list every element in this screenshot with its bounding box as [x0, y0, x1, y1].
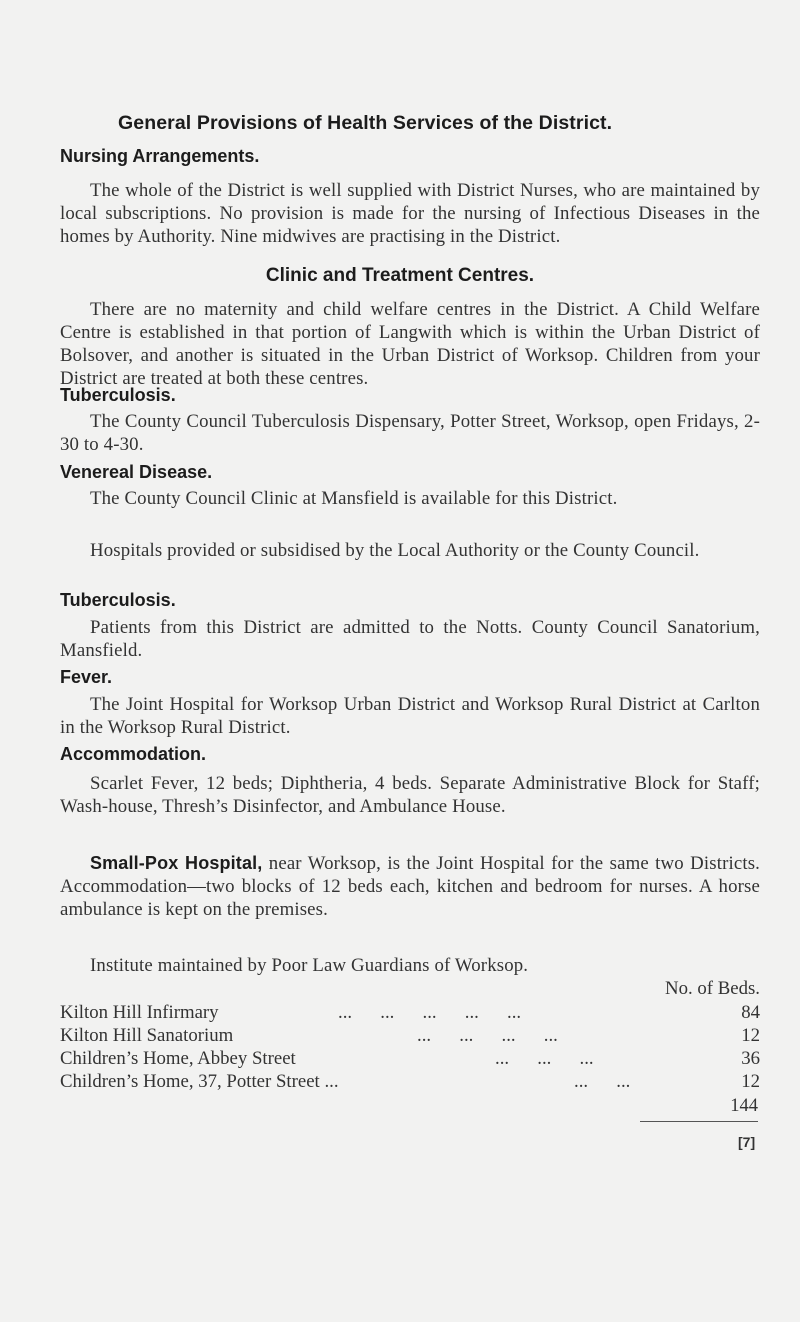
institution-name: Kilton Hill Infirmary: [60, 1002, 219, 1023]
table-row: [60, 1048, 760, 1072]
clinic-heading: Clinic and Treatment Centres.: [265, 265, 535, 286]
nursing-text: The whole of the District is well supplied with District Nurses, who are maintained by local subscriptions. No provision is made for the nursing of Infectious Diseases in the homes by Authority. Nine midwives are practising in the District.: [60, 180, 760, 247]
table-row: [60, 1002, 760, 1026]
page-number: [7]: [738, 1134, 756, 1150]
smallpox-heading: Small-Pox Hospital,: [90, 853, 263, 873]
venereal-text: The County Council Clinic at Mansfield is available for this District.: [90, 488, 618, 509]
institution-name: Kilton Hill Sanatorium: [60, 1025, 234, 1046]
tuberculosis-text: The County Council Tuberculosis Dispensary, Potter Street, Worksop, open Fridays, 2-30 to 4-30.: [60, 411, 760, 455]
institutions-intro: Institute maintained by Poor Law Guardians of Worksop.: [90, 955, 529, 976]
clinic-text: There are no maternity and child welfare centres in the District. A Child Welfare Centre is established in that portion of Langwith which is within the Urban District of Bolsover, and another is situated in the Urban District of Worksop. Children from your District are treated at both these centres.: [60, 299, 760, 389]
accommodation-heading: Accommodation.: [60, 744, 207, 764]
venereal-heading: Venereal Disease.: [60, 462, 213, 482]
sanatorium-heading: Tuberculosis.: [60, 590, 176, 610]
beds-total: 144: [730, 1096, 758, 1116]
leader-dots: ... ... ... ... ...: [338, 1002, 522, 1023]
fever-heading: Fever.: [60, 667, 113, 687]
sanatorium-text: Patients from this District are admitted to the Notts. County Council Sanatorium, Mansfield.: [60, 617, 760, 661]
institution-beds: 12: [741, 1025, 760, 1046]
institution-beds: 84: [741, 1002, 760, 1023]
table-row: [60, 1025, 760, 1049]
nursing-heading: Nursing Arrangements.: [60, 146, 260, 166]
institution-beds: 12: [741, 1071, 760, 1092]
page-title: General Provisions of Health Services of the District.: [118, 112, 613, 134]
hospitals-intro: Hospitals provided or subsidised by the Local Authority or the County Council.: [90, 540, 700, 561]
leader-dots: ... ... ...: [495, 1048, 594, 1069]
institution-name: Children’s Home, Abbey Street: [60, 1048, 296, 1069]
institution-beds: 36: [741, 1048, 760, 1069]
leader-dots: ... ...: [574, 1071, 631, 1092]
beds-column-header: No. of Beds.: [665, 978, 760, 999]
smallpox-text: near Worksop, is the Joint Hospital for the same two Districts. Accommodation—two blocks of 12 beds each, kitchen and bedroom for nurses. A horse ambulance is kept on the premises.: [60, 853, 761, 920]
fever-text: The Joint Hospital for Worksop Urban District and Worksop Rural District at Carlton in the Worksop Rural District.: [60, 694, 760, 738]
accommodation-text: Scarlet Fever, 12 beds; Diphtheria, 4 beds. Separate Administrative Block for Staff; Wash-house, Thresh’s Disinfector, and Ambulance House.: [60, 773, 760, 817]
total-rule: [640, 1121, 758, 1122]
institution-name: Children’s Home, 37, Potter Street ...: [60, 1071, 339, 1092]
table-row: [60, 1071, 760, 1095]
leader-dots: ... ... ... ...: [417, 1025, 558, 1046]
smallpox-paragraph: [60, 852, 760, 921]
tuberculosis-heading: Tuberculosis.: [60, 385, 176, 405]
